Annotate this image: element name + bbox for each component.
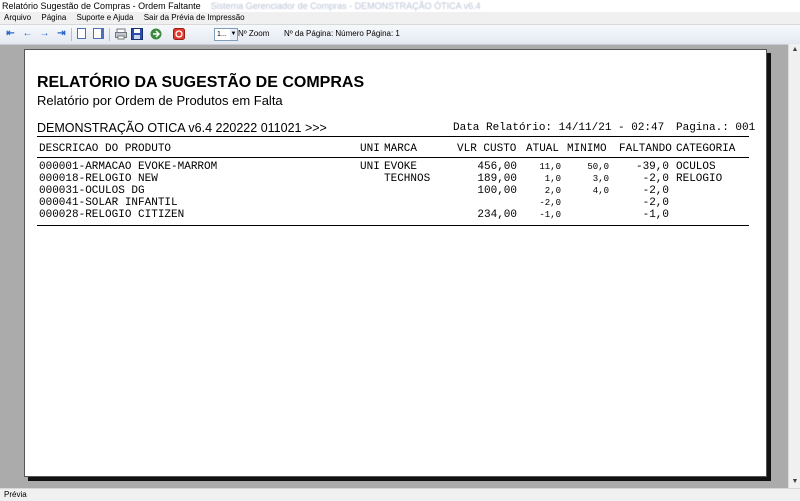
cell-vlr-custo: 189,00: [477, 173, 517, 185]
cell-atual: -2,0: [539, 198, 561, 208]
report-page-number: Pagina.: 001: [676, 122, 756, 134]
cell-marca: TECHNOS: [384, 173, 431, 185]
cell-descricao: 000031-OCULOS DG: [39, 185, 145, 197]
col-marca: MARCA: [384, 143, 418, 155]
table-row: [25, 173, 766, 185]
cell-atual: 11,0: [539, 162, 561, 172]
cell-minimo: 4,0: [592, 186, 609, 196]
report-company: DEMONSTRAÇÃO OTICA v6.4 220222 011021 >>>: [37, 121, 327, 135]
table-row: [25, 209, 766, 221]
cell-vlr-custo: 234,00: [477, 209, 517, 221]
col-atual: ATUAL: [526, 143, 560, 155]
window-titlebar: [0, 0, 800, 12]
cell-categoria: OCULOS: [676, 161, 716, 173]
report-title: RELATÓRIO DA SUGESTÃO DE COMPRAS: [37, 74, 365, 91]
cell-faltando: -2,0: [642, 185, 669, 197]
save-icon[interactable]: [131, 28, 144, 40]
col-vlr-custo: VLR CUSTO: [457, 143, 517, 155]
col-descricao: DESCRICAO DO PRODUTO: [39, 143, 172, 155]
col-uni: UNI: [360, 143, 380, 155]
two-pages-icon[interactable]: [93, 28, 106, 40]
menu-arquivo[interactable]: Arquivo: [4, 13, 32, 22]
window-title-faded: Sistema Gerenciador de Compras - DEMONSTRAÇÃO ÓTICA v6.4: [210, 1, 481, 11]
cell-atual: -1,0: [539, 210, 561, 220]
report-subtitle: Relatório por Ordem de Produtos em Falta: [37, 93, 283, 108]
cell-marca: EVOKE: [384, 161, 418, 173]
cell-descricao: 000001-ARMACAO EVOKE-MARROM: [39, 161, 218, 173]
table-row: [25, 197, 766, 209]
cell-faltando: -2,0: [642, 197, 669, 209]
report-page: [24, 49, 767, 477]
toolbar: [0, 25, 800, 45]
zoom-select[interactable]: [214, 28, 238, 41]
cell-descricao: 000028-RELOGIO CITIZEN: [39, 209, 185, 221]
menu-sair-previa[interactable]: Sair da Prévia de Impressão: [143, 13, 245, 22]
cell-descricao: 000041-SOLAR INFANTIL: [39, 197, 178, 209]
col-faltando: FALTANDO: [619, 143, 672, 155]
table-row: [25, 185, 766, 197]
cell-vlr-custo: 100,00: [477, 185, 517, 197]
cell-faltando: -39,0: [635, 161, 669, 173]
last-page-icon[interactable]: ⇥: [57, 28, 66, 39]
scroll-up-icon[interactable]: ▲: [791, 46, 799, 53]
cell-faltando: -1,0: [642, 209, 669, 221]
vertical-scrollbar[interactable]: [788, 44, 800, 488]
single-page-icon[interactable]: [77, 28, 90, 40]
zoom-label: Nº Zoom: [238, 29, 270, 38]
zoom-value: 1...: [217, 31, 227, 38]
cell-minimo: 50,0: [587, 162, 609, 172]
header-divider: [37, 136, 749, 137]
page-number-label: Nº da Página: Número Página: 1: [284, 29, 400, 38]
cell-categoria: RELOGIO: [676, 173, 723, 185]
export-icon[interactable]: [150, 28, 163, 40]
col-minimo: MINIMO: [567, 143, 607, 155]
scroll-down-icon[interactable]: ▼: [791, 478, 799, 485]
col-categoria: CATEGORIA: [676, 143, 736, 155]
report-date: Data Relatório: 14/11/21 - 02:47: [453, 122, 665, 134]
table-row: [25, 161, 766, 173]
status-text: Prévia: [4, 490, 27, 499]
columns-divider: [37, 157, 749, 158]
first-page-icon[interactable]: ⇤: [6, 28, 15, 39]
cell-atual: 1,0: [544, 174, 561, 184]
status-bar: [0, 488, 800, 501]
next-page-icon[interactable]: →: [39, 28, 50, 39]
prev-page-icon[interactable]: ←: [22, 28, 33, 39]
chevron-down-icon: ▼: [230, 29, 237, 40]
cell-minimo: 3,0: [592, 174, 609, 184]
close-preview-icon[interactable]: [173, 28, 186, 40]
toolbar-separator: [109, 28, 110, 41]
print-icon[interactable]: [115, 28, 128, 40]
menu-suporte-ajuda[interactable]: Suporte e Ajuda: [76, 13, 134, 22]
cell-atual: 2,0: [544, 186, 561, 196]
footer-divider: [37, 225, 749, 226]
cell-descricao: 000018-RELOGIO NEW: [39, 173, 158, 185]
cell-uni: UNI: [360, 161, 380, 173]
cell-vlr-custo: 456,00: [477, 161, 517, 173]
menu-pagina[interactable]: Página: [41, 13, 67, 22]
window-title: Relatório Sugestão de Compras - Ordem Faltante: [2, 1, 201, 11]
menu-bar: [0, 12, 800, 25]
cell-faltando: -2,0: [642, 173, 669, 185]
toolbar-separator: [71, 28, 72, 41]
